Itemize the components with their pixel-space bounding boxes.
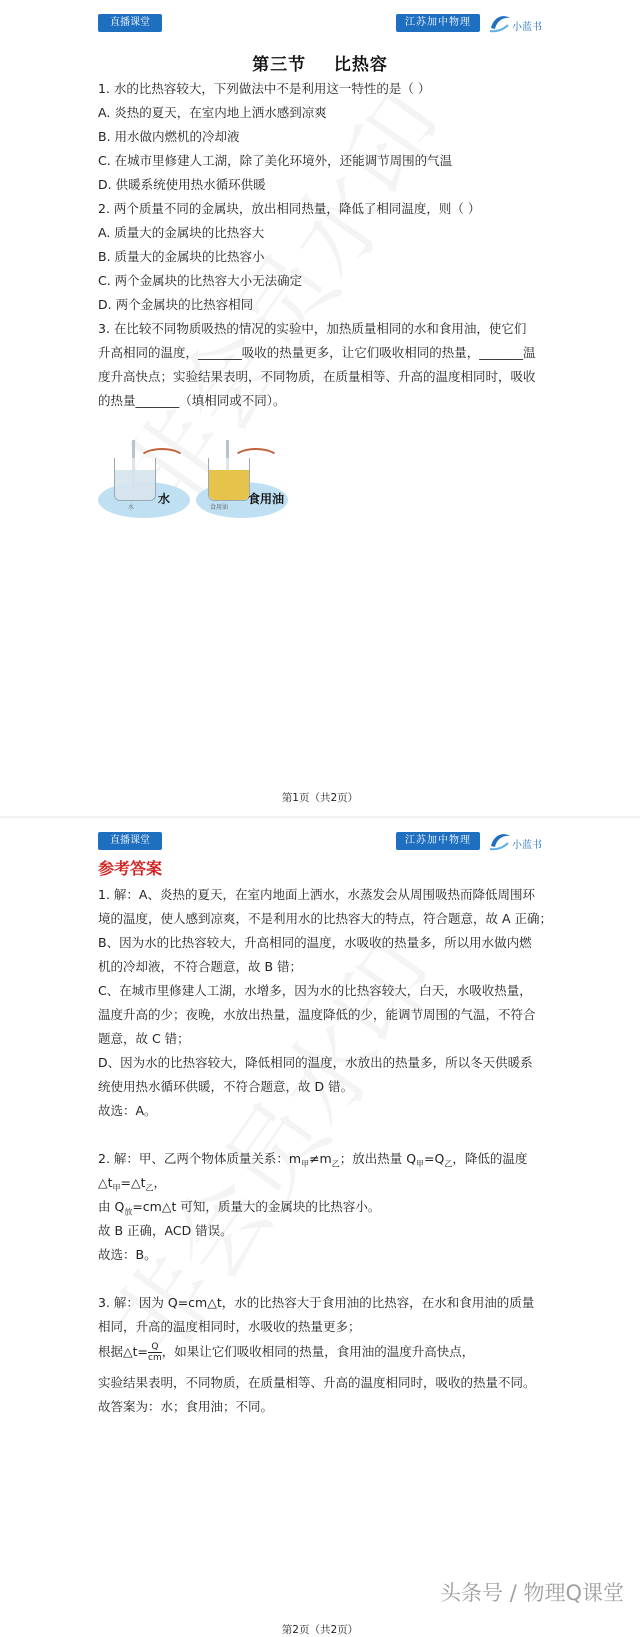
a3-line-1: 3. 解：因为 Q=cm△t，水的比热容大于食用油的比热容，在水和食用油的质量 [98, 1295, 535, 1310]
publisher-badge: 江苏加中物理 [396, 14, 480, 32]
q3-line-1: 3. 在比较不同物质吸热的情况的实验中，加热质量相同的水和食用油，使它们 [98, 321, 527, 336]
live-class-badge: 直播课堂 [98, 14, 162, 32]
page-header [0, 14, 640, 38]
a2-line-5: 故选：B。 [98, 1247, 157, 1262]
q1-stem: 1. 水的比热容较大，下列做法中不是利用这一特性的是（ ） [98, 81, 431, 96]
a3-line-2: 相同，升高的温度相同时，水吸收的热量更多； [98, 1319, 361, 1334]
brand-logo-2 [488, 830, 558, 854]
a3-text: ，如果让它们吸收相同的热量，食用油的温度升高快点， [161, 1344, 475, 1359]
a1-line-6: 温度升高的少；夜晚，水放出热量，温度降低的少，能调节周围的气温，不符合 [98, 1007, 536, 1022]
fraction-denominator: cm [148, 1353, 162, 1363]
a1-line-7: 题意，故 C 错； [98, 1031, 190, 1046]
a2-line-4: 故 B 正确，ACD 错误。 [98, 1223, 233, 1238]
a3-line-5: 故答案为：水；食用油；不同。 [98, 1399, 274, 1414]
oil-label: 食用油 [248, 492, 285, 506]
a1-line-3: B、因为水的比热容较大，升高相同的温度，水吸收的热量多，所以用水做内燃 [98, 935, 532, 950]
a1-line-10: 故选：A。 [98, 1103, 157, 1118]
a2-text: △t [98, 1175, 113, 1190]
a2-sub: 乙 [444, 1159, 453, 1169]
a1-line-4: 机的冷却液，不符合题意，故 B 错； [98, 959, 303, 974]
a2-sub: 放 [124, 1207, 133, 1217]
a2-line-2 [98, 1174, 558, 1198]
a2-sub: 甲 [416, 1159, 425, 1169]
a2-text: =△t [120, 1175, 146, 1190]
a2-text: ， [153, 1175, 167, 1190]
experiment-figure [98, 440, 298, 540]
a1-line-2: 境的温度，使人感到凉爽，不是利用水的比热容大的特点，符合题意，故 A 正确； [98, 911, 552, 926]
page-1 [0, 0, 640, 818]
swoosh-logo-icon [488, 12, 512, 34]
section-title: 第三节 比热容 [252, 55, 388, 75]
q3-line-2: 升高相同的温度，_______吸收的热量更多，让它们吸收相同的热量，_______温 [98, 345, 536, 360]
fraction-q-over-cm [148, 1342, 162, 1363]
water-heater-wire [138, 448, 186, 472]
q1-option-d: D. 供暖系统使用热水循环供暖 [98, 177, 266, 192]
a1-line-9: 统使用热水循环供暖，不符合题意，故 D 错。 [98, 1079, 354, 1094]
q2-option-d: D. 两个金属块的比热容相同 [98, 297, 254, 312]
a2-text: =Q [424, 1151, 445, 1166]
a3-text: 根据△t= [98, 1344, 148, 1359]
oil-small-label: 食用油 [210, 504, 229, 511]
a1-line-8: D、因为水的比热容较大，降低相同的温度，水放出的热量多，所以冬天供暖系 [98, 1055, 533, 1070]
a2-text: 由 Q [98, 1199, 125, 1214]
a2-line-3 [98, 1198, 558, 1222]
swoosh-logo-icon [488, 830, 512, 852]
a2-sub: 甲 [112, 1183, 121, 1193]
a3-line-3 [98, 1340, 558, 1364]
page-2 [0, 818, 640, 1637]
q1-option-c: C. 在城市里修建人工湖，除了美化环境外，还能调节周围的气温 [98, 153, 453, 168]
a1-line-5: C、在城市里修建人工湖，水增多，因为水的比热容较大，白天，水吸收热量， [98, 983, 532, 998]
water-label: 水 [158, 492, 171, 506]
water-small-label: 水 [128, 504, 135, 511]
a2-line-1 [98, 1150, 558, 1174]
answer-title: 参考答案 [98, 859, 163, 878]
source-watermark: 头条号 / 物理Q课堂 [440, 1581, 624, 1605]
q1-option-a: A. 炎热的夏天，在室内地上洒水感到凉爽 [98, 105, 327, 120]
a2-text: =cm△t 可知，质量大的金属块的比热容小。 [132, 1199, 381, 1214]
a2-text: ≠m [309, 1151, 332, 1166]
q2-option-c: C. 两个金属块的比热容大小无法确定 [98, 273, 303, 288]
a2-text: 2. 解：甲、乙两个物体质量关系：m [98, 1151, 302, 1166]
brand-logo [488, 12, 558, 36]
a2-text: ；放出热量 Q [339, 1151, 417, 1166]
a1-line-1: 1. 解：A、炎热的夏天，在室内地面上洒水，水蒸发会从周围吸热而降低周围环 [98, 887, 535, 902]
a2-sub: 乙 [145, 1183, 154, 1193]
logo-text: 小蓝书 [512, 22, 542, 33]
q2-option-a: A. 质量大的金属块的比热容大 [98, 225, 265, 240]
oil-heater-wire [232, 448, 280, 472]
q1-option-b: B. 用水做内燃机的冷却液 [98, 129, 240, 144]
q3-line-4: 的热量_______（填相同或不同）。 [98, 393, 286, 408]
page-1-footer: 第1页（共2页） [281, 792, 359, 804]
q2-stem: 2. 两个质量不同的金属块，放出相同热量，降低了相同温度，则（ ） [98, 201, 481, 216]
fraction-numerator: Q [148, 1342, 162, 1353]
page-2-header [0, 832, 640, 856]
logo-text-2: 小蓝书 [512, 840, 542, 851]
a2-sub: 乙 [331, 1159, 340, 1169]
a2-text: ，降低的温度 [452, 1151, 528, 1166]
q3-line-3: 度升高快点；实验结果表明，不同物质，在质量相等、升高的温度相同时，吸收 [98, 369, 536, 384]
a3-line-4: 实验结果表明，不同物质，在质量相等、升高的温度相同时，吸收的热量不同。 [98, 1375, 536, 1390]
page-2-footer: 第2页（共2页） [281, 1624, 359, 1636]
publisher-badge-2: 江苏加中物理 [396, 832, 480, 850]
a2-sub: 甲 [301, 1159, 310, 1169]
live-class-badge-2: 直播课堂 [98, 832, 162, 850]
q2-option-b: B. 质量大的金属块的比热容小 [98, 249, 265, 264]
